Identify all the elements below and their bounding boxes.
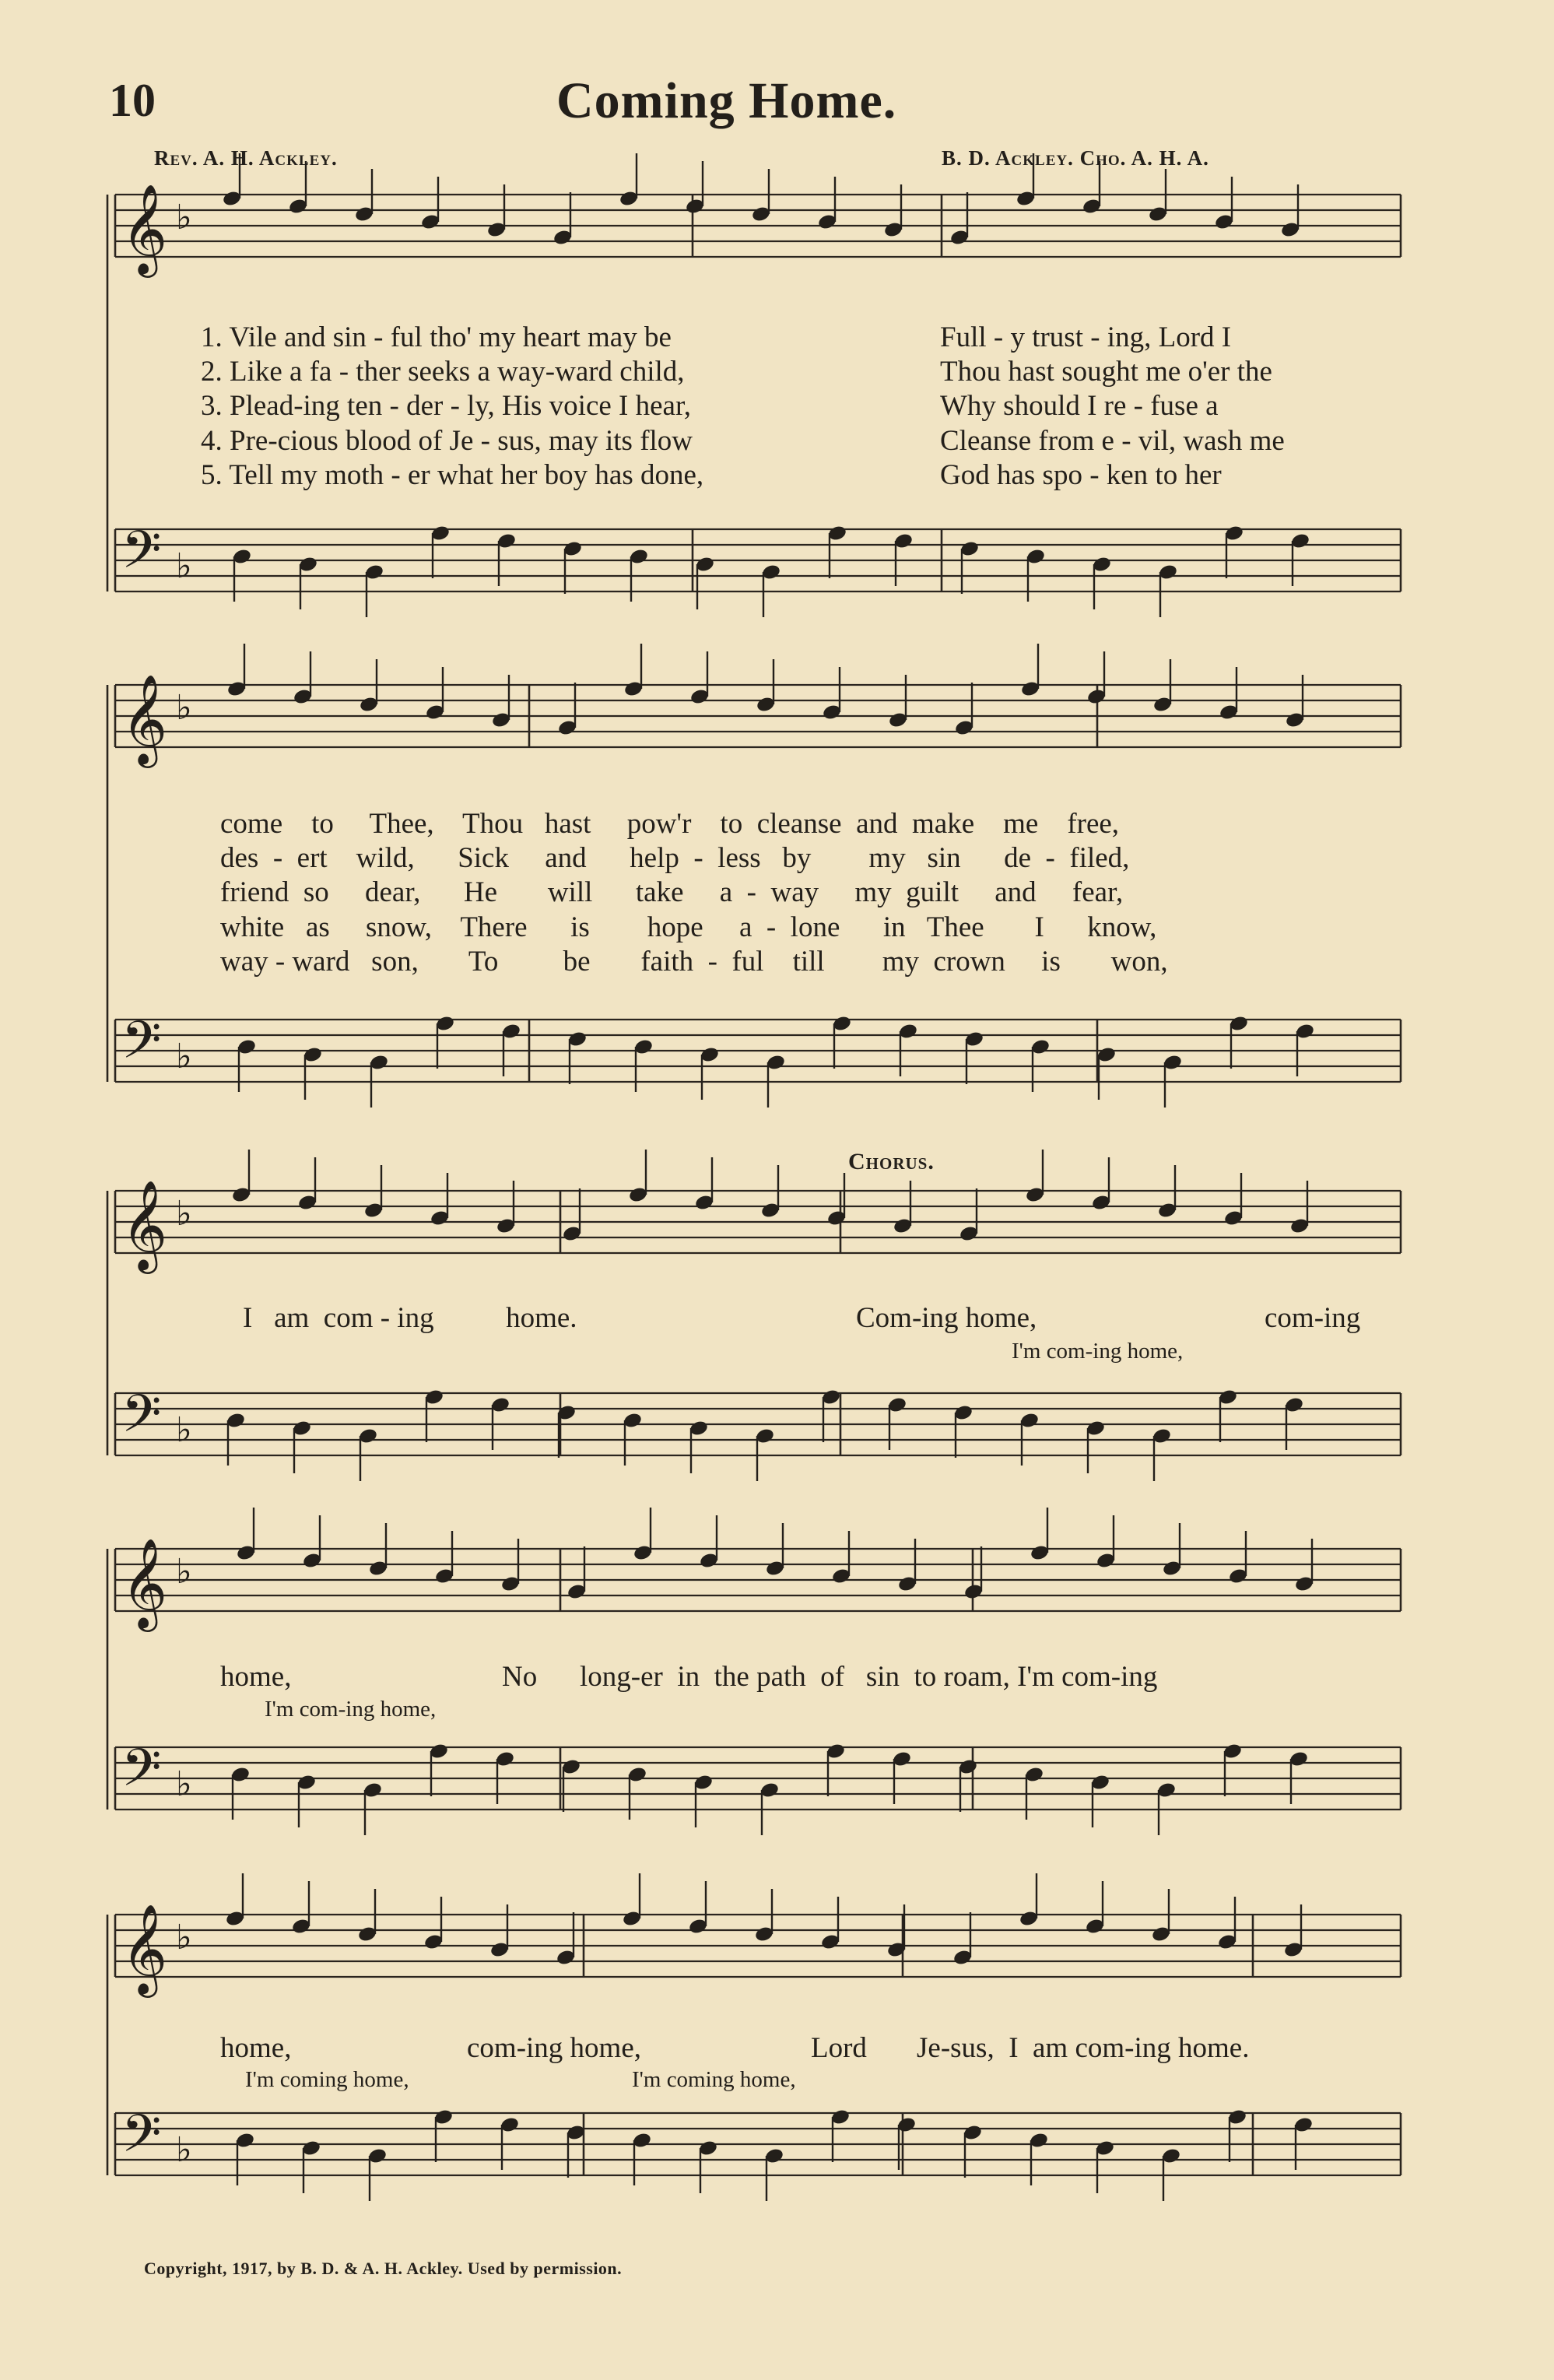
svg-text:♭: ♭ bbox=[176, 1037, 192, 1076]
chorus-label: Chorus. bbox=[848, 1149, 935, 1174]
verse-5-left: 5. Tell my moth - er what her boy has done, bbox=[201, 459, 704, 491]
chorus-line3-small-a: I'm coming home, bbox=[245, 2067, 409, 2092]
verse-1-right: Full - y trust - ing, Lord I bbox=[940, 321, 1232, 353]
svg-text:♭: ♭ bbox=[176, 688, 192, 728]
verse-1-line2: come to Thee, Thou hast pow'r to cleanse and make me free, bbox=[220, 808, 1120, 840]
verse-2-left: 2. Like a fa - ther seeks a way-ward child, bbox=[201, 356, 685, 388]
svg-text:𝄢: 𝄢 bbox=[121, 2104, 162, 2176]
svg-text:♭: ♭ bbox=[176, 1918, 192, 1957]
verse-1-left: 1. Vile and sin - ful tho' my heart may be bbox=[201, 321, 672, 353]
verse-3-left: 3. Plead-ing ten - der - ly, His voice I hear, bbox=[201, 390, 692, 422]
svg-text:♭: ♭ bbox=[176, 198, 192, 237]
svg-text:𝄞: 𝄞 bbox=[121, 1179, 168, 1270]
chorus-line2-small: I'm com-ing home, bbox=[265, 1697, 437, 1722]
svg-text:♭: ♭ bbox=[176, 1194, 192, 1234]
chorus-line3-small-b: I'm coming home, bbox=[632, 2067, 796, 2092]
svg-text:𝄞: 𝄞 bbox=[121, 183, 168, 274]
svg-text:𝄞: 𝄞 bbox=[121, 1903, 168, 1994]
svg-text:♭: ♭ bbox=[176, 1410, 192, 1450]
chorus-line3-left: home, bbox=[220, 2032, 292, 2064]
chorus-line1-small: I'm com-ing home, bbox=[1012, 1339, 1184, 1364]
svg-text:𝄢: 𝄢 bbox=[121, 1010, 162, 1083]
verse-4-line2: white as snow, There is hope a - lone in Thee I know, bbox=[220, 911, 1157, 943]
author-credit: Rev. A. H. Ackley. bbox=[154, 146, 338, 170]
svg-text:𝄞: 𝄞 bbox=[121, 673, 168, 764]
verse-2-line2: des - ert wild, Sick and help - less by my sin de - filed, bbox=[220, 842, 1130, 874]
chorus-line2-left: home, bbox=[220, 1661, 292, 1693]
verse-4-right: Cleanse from e - vil, wash me bbox=[940, 425, 1285, 457]
verse-3-line2: friend so dear, He will take a - way my guilt and fear, bbox=[220, 876, 1124, 908]
chorus-line1-end: com-ing bbox=[1265, 1302, 1361, 1334]
verse-2-right: Thou hast sought me o'er the bbox=[940, 356, 1272, 388]
svg-text:𝄢: 𝄢 bbox=[121, 1738, 162, 1810]
verse-5-right: God has spo - ken to her bbox=[940, 459, 1222, 491]
chorus-line3-right: Je-sus, I am com-ing home. bbox=[917, 2032, 1250, 2064]
verse-3-right: Why should I re - fuse a bbox=[940, 390, 1219, 422]
verse-4-left: 4. Pre-cious blood of Je - sus, may its flow bbox=[201, 425, 693, 457]
chorus-line3-lord: Lord bbox=[811, 2032, 867, 2064]
verse-5-line2: way - ward son, To be faith - ful till my crown is won, bbox=[220, 946, 1168, 978]
svg-text:♭: ♭ bbox=[176, 546, 192, 586]
composer-credit: B. D. Ackley. Cho. A. H. A. bbox=[942, 146, 1209, 170]
svg-text:♭: ♭ bbox=[176, 1552, 192, 1592]
chorus-line2-right: long-er in the path of sin to roam, I'm com-ing bbox=[580, 1661, 1158, 1693]
svg-text:𝄢: 𝄢 bbox=[121, 520, 162, 592]
chorus-line1-right: Com-ing home, bbox=[856, 1302, 1037, 1334]
copyright-note: Copyright, 1917, by B. D. & A. H. Ackley. Used by permission. bbox=[144, 2259, 623, 2278]
svg-text:♭: ♭ bbox=[176, 2130, 192, 2170]
chorus-line2-mid: No bbox=[502, 1661, 538, 1693]
svg-text:𝄢: 𝄢 bbox=[121, 1384, 162, 1456]
svg-text:♭: ♭ bbox=[176, 1764, 192, 1804]
hymn-title: Coming Home. bbox=[556, 72, 897, 129]
svg-text:𝄞: 𝄞 bbox=[121, 1537, 168, 1628]
chorus-line3-mid: com-ing home, bbox=[467, 2032, 642, 2064]
page-number: 10 bbox=[109, 75, 156, 126]
chorus-line1: I am com - ing home. bbox=[243, 1302, 577, 1334]
